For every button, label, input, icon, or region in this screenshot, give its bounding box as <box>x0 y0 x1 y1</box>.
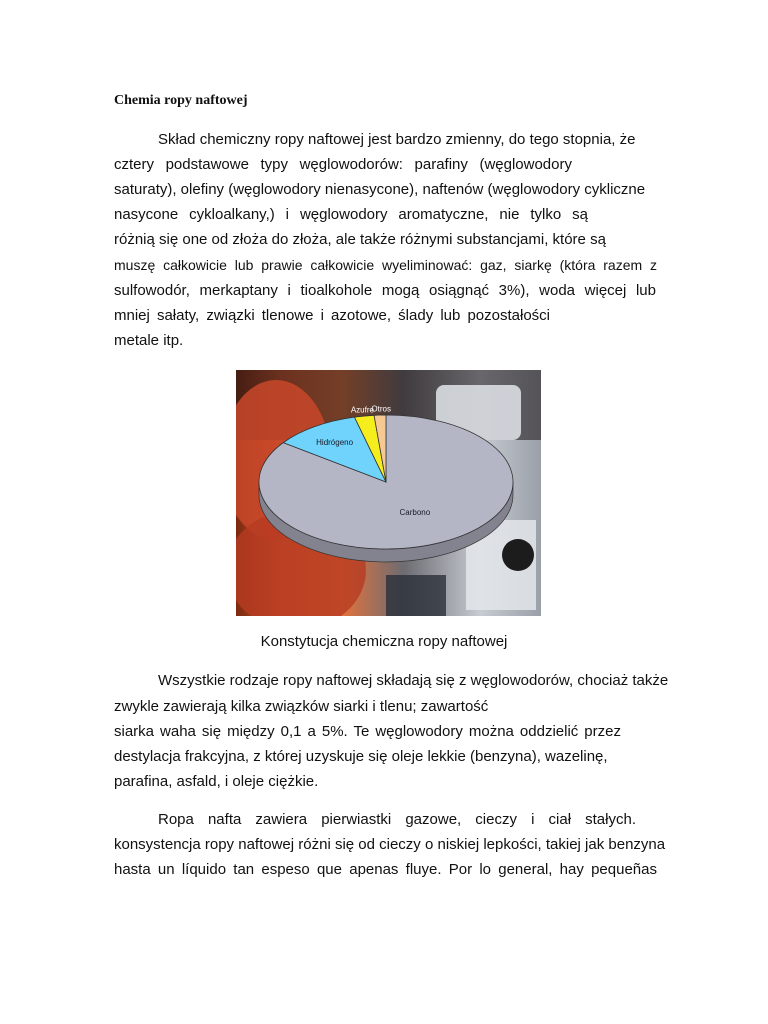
document-heading: Chemia ropy naftowej <box>114 93 248 108</box>
paragraph1-line-2: cztery podstawowe typy węglowodorów: parafiny (węglowodory <box>114 156 572 173</box>
paragraph1-line-5: różnią się one od złoża do złoża, ale także różnymi substancjami, które są <box>114 231 606 248</box>
pie-label-carbono: Carbono <box>399 507 431 517</box>
paragraph1-line-6: muszę całkowicie lub prawie całkowicie wyeliminować: gaz, siarkę (która razem z <box>114 257 657 273</box>
paragraph3-line-3: hasta un líquido tan espeso que apenas fluye. Por lo general, hay pequeñas <box>114 861 657 878</box>
photo-dark-area <box>386 575 446 616</box>
pie-label-hidrógeno: Hidrógeno <box>316 438 354 448</box>
paragraph2-line-1: Wszystkie rodzaje ropy naftowej składają się z węglowodorów, chociaż także <box>158 672 669 689</box>
paragraph1-line-1: Skład chemiczny ropy naftowej jest bardzo zmienny, do tego stopnia, że <box>158 131 636 148</box>
paragraph2-line-4: destylacja frakcyjna, z której uzyskuje się oleje lekkie (benzyna), wazelinę, <box>114 748 608 765</box>
paragraph3-line-2: konsystencja ropy naftowej różni się od cieczy o niskiej lepkości, takiej jak benzyna <box>114 836 666 853</box>
paragraph1-line-9: metale itp. <box>114 332 184 349</box>
paragraph2-line-5: parafina, asfald, i oleje ciężkie. <box>114 773 319 790</box>
pie-label-azufre: Azufre <box>350 405 374 415</box>
figure-caption: Konstytucja chemiczna ropy naftowej <box>260 633 508 650</box>
composition-pie-chart <box>236 370 541 616</box>
paragraph1-line-3: saturaty), olefiny (węglowodory nienasycone), naftenów (węglowodory cykliczne <box>114 181 646 198</box>
paragraph2-line-2: zwykle zawierają kilka związków siarki i tlenu; zawartość <box>114 698 489 715</box>
paragraph2-line-3: siarka waha się między 0,1 a 5%. Te węglowodory można oddzielić przez <box>114 723 621 740</box>
paragraph1-line-8: mniej sałaty, związki tlenowe i azotowe, ślady lub pozostałości <box>114 307 550 324</box>
composition-figure <box>236 370 541 616</box>
paragraph1-line-4: nasycone cykloalkany,) i węglowodory aromatyczne, nie tylko są <box>114 206 588 223</box>
paragraph3-line-1: Ropa nafta zawiera pierwiastki gazowe, cieczy i ciał stałych. <box>158 811 636 828</box>
pie-label-otros: Otros <box>371 404 391 414</box>
photo-knob <box>502 539 534 571</box>
paragraph1-line-7: sulfowodór, merkaptany i tioalkohole mogą osiągnąć 3%), woda więcej lub <box>114 282 656 299</box>
